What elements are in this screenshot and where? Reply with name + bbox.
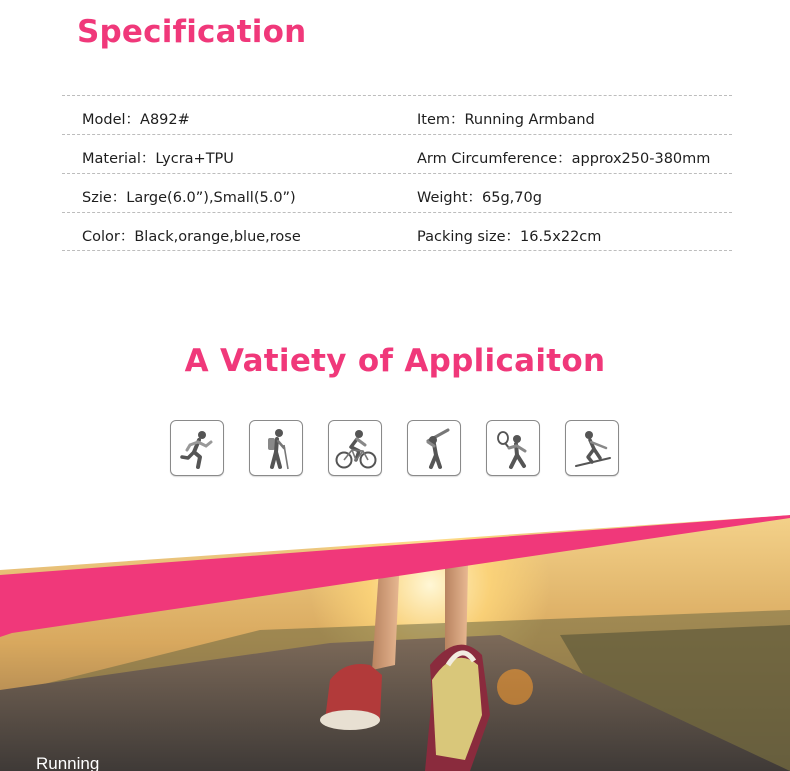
running-hero-image [0,515,790,771]
skiing-icon [565,420,619,476]
spec-size: Szie：Large(6.0”),Small(5.0”) [82,190,296,206]
hiking-icon [249,420,303,476]
spec-weight: Weight：65g,70g [417,190,542,206]
badminton-icon [486,420,540,476]
running-icon [170,420,224,476]
spec-row [62,95,732,134]
specification-table [62,95,732,251]
cycling-icon [328,420,382,476]
spec-row [62,173,732,212]
baseball-icon [407,420,461,476]
spec-item: Item：Running Armband [417,112,595,128]
specification-title: Specification [77,14,307,50]
spec-color: Color：Black,orange,blue,rose [82,229,301,245]
running-photo [0,515,790,771]
spec-model: Model：A892# [82,112,190,128]
spec-packing-size: Packing size：16.5x22cm [417,229,602,245]
spec-row [62,134,732,173]
spec-arm-circumference: Arm Circumference：approx250-380mm [417,151,711,167]
applications-title: A Vatiety of Applicaiton [184,343,606,379]
spec-row [62,212,732,251]
spec-material: Material：Lycra+TPU [82,151,234,167]
hero-caption: Running [36,754,100,771]
